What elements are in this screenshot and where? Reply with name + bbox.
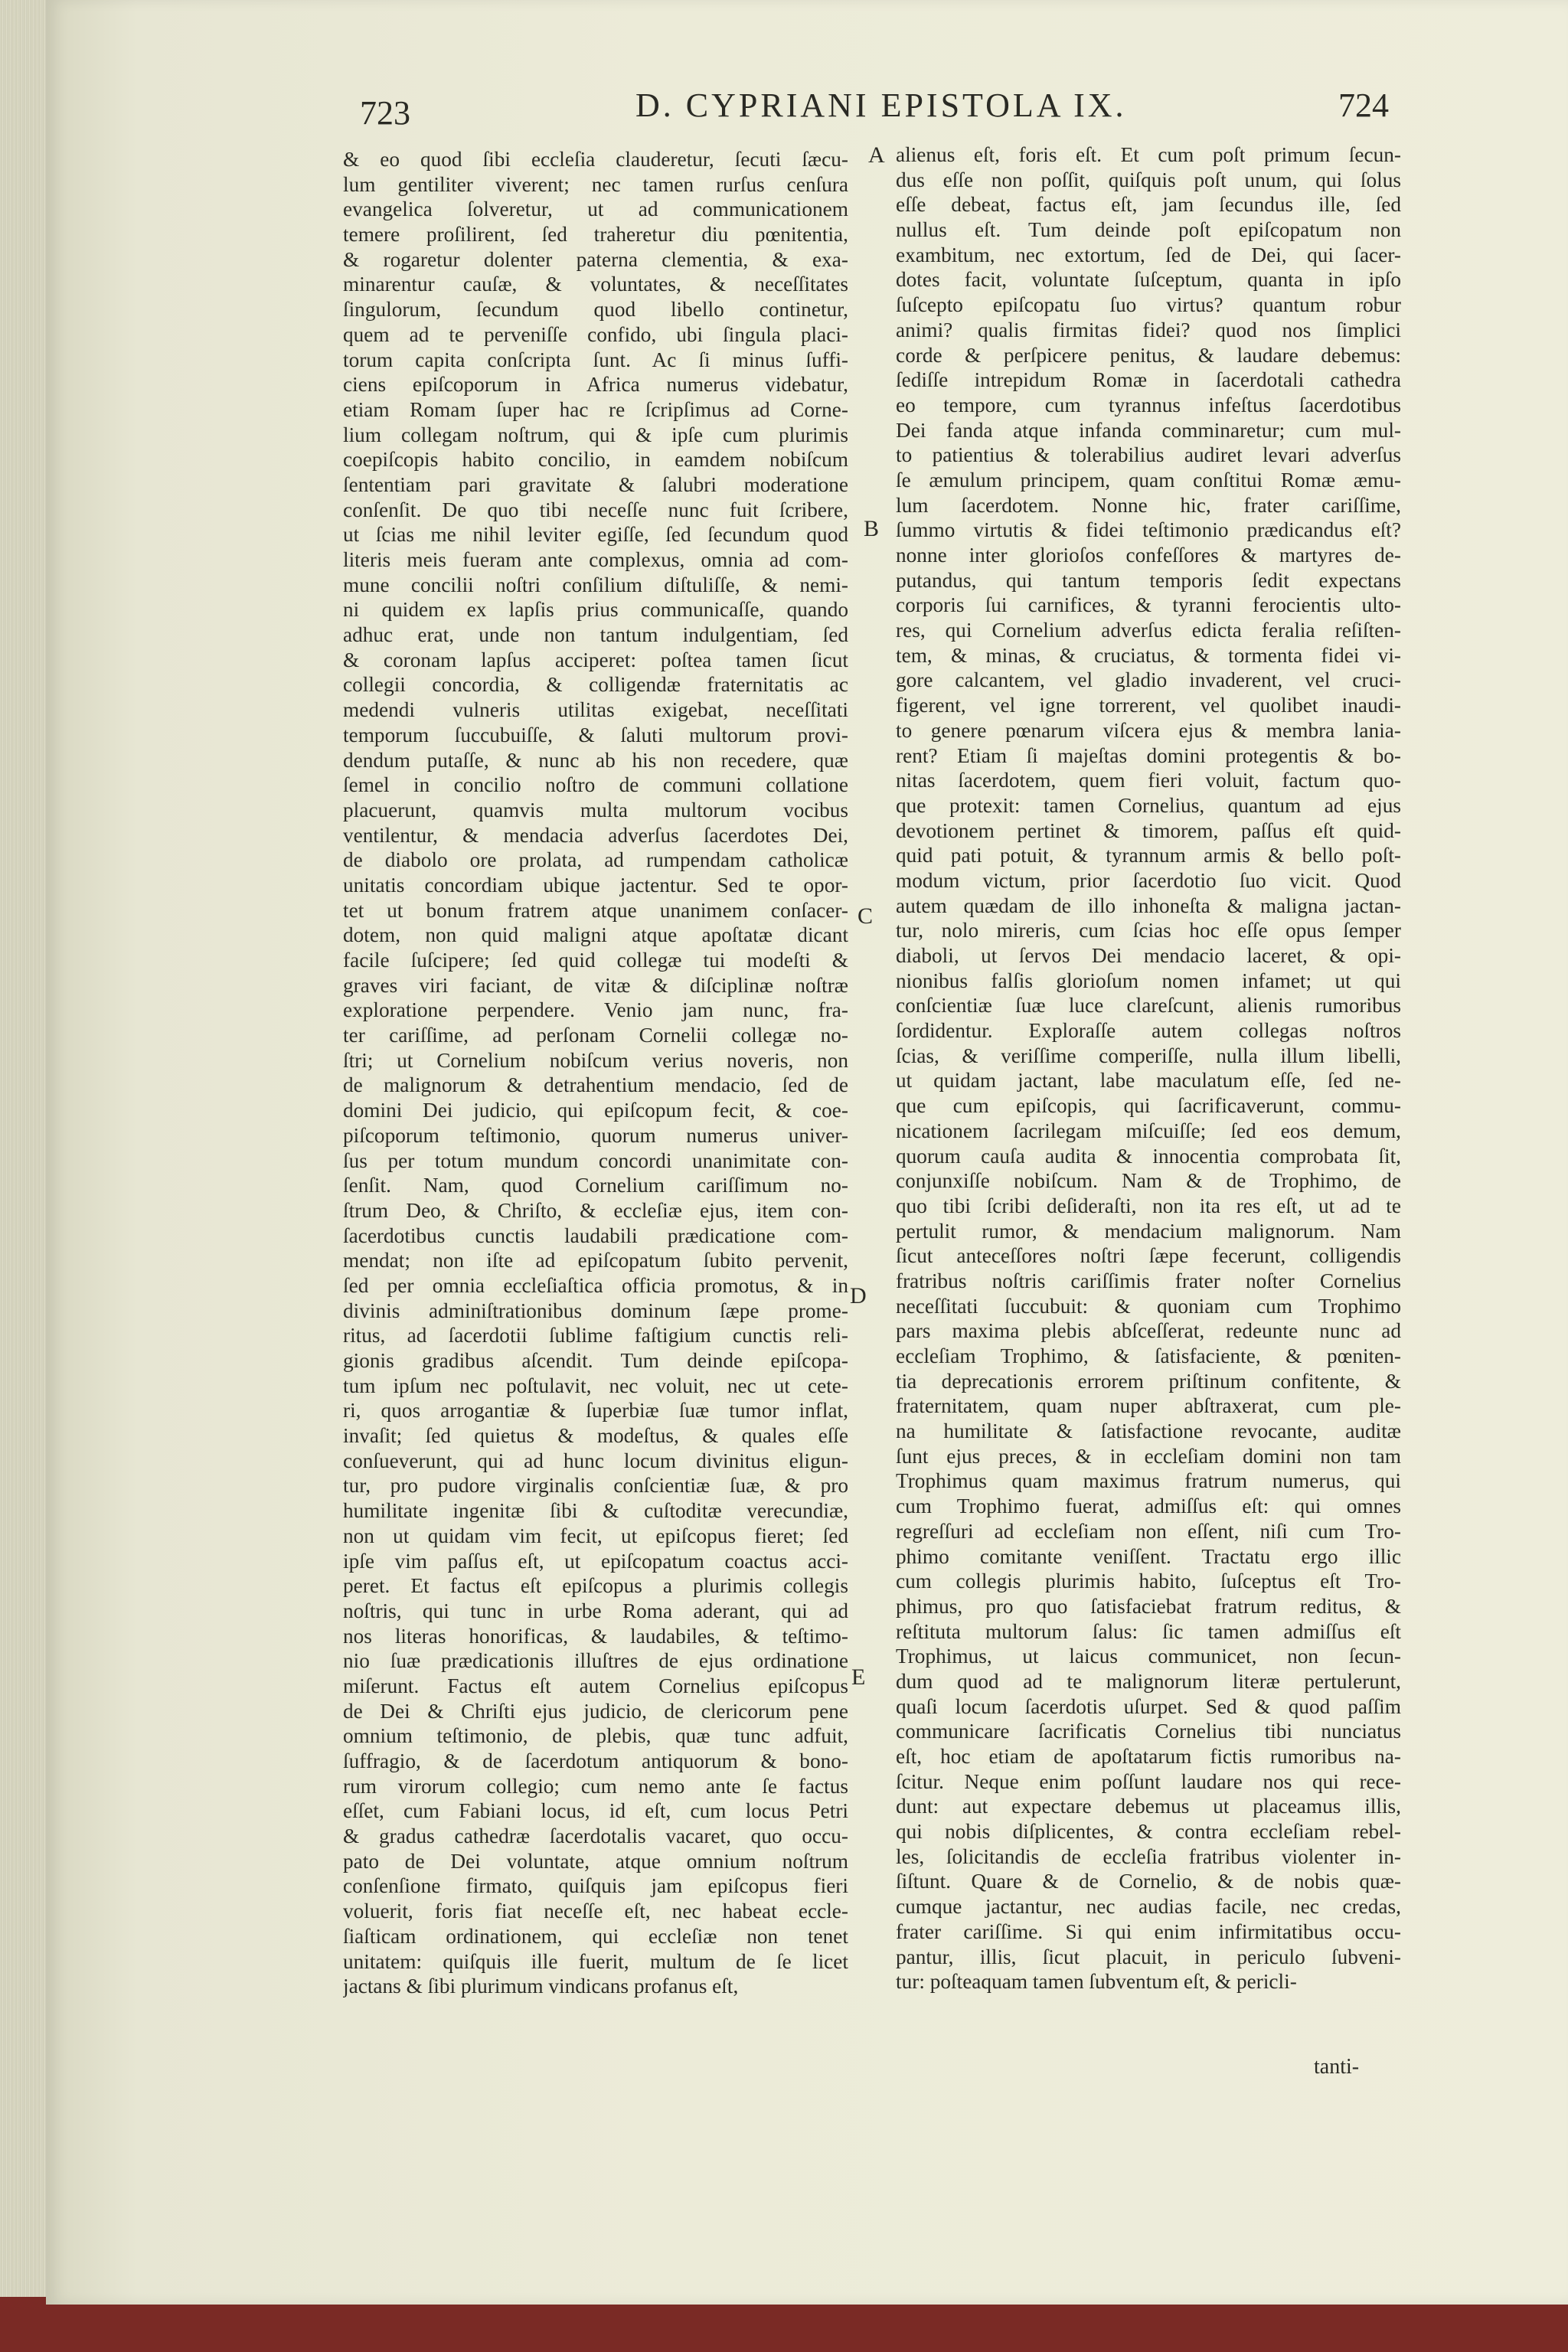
page-number-left: 723 (360, 94, 410, 132)
text-line: ipſe vim paſſus eſt, ut epiſcopatum coactus acci- (343, 1549, 848, 1573)
text-line: noſtris, qui tunc in urbe Roma aderant, qui ad (343, 1599, 848, 1622)
text-line: ſummo virtutis & fidei teſtimonio prædicandus eſt? (896, 518, 1401, 542)
text-line: gionis gradibus aſcendit. Tum deinde epiſcopa- (343, 1349, 848, 1372)
text-line: ſe æmulum principem, quam conſtitui Romæ æmu- (896, 468, 1401, 492)
text-line: temporum ſuccubuiſſe, & ſaluti multorum provi- (343, 723, 848, 746)
text-line: tur, nolo mireris, cum ſcias hoc eſſe opus ſemper (896, 919, 1401, 942)
text-line: cum collegis plurimis habito, ſuſceptus eſt Tro- (896, 1570, 1401, 1593)
text-line: eccleſiam Trophimo, & ſatisfaciente, & pœniten- (896, 1344, 1401, 1367)
text-line: Trophimus, ut laicus communicet, non ſecun- (896, 1645, 1401, 1668)
text-line: corporis ſui carnifices, & tyranni ferocientis ulto- (896, 593, 1401, 617)
text-line: pars maxima plebis abſceſſerat, redeunte nunc ad (896, 1319, 1401, 1343)
text-line: tum ipſum nec poſtulavit, nec voluit, nec ut cete- (343, 1374, 848, 1397)
text-line: adhuc erat, unde non tantum indulgentiam, ſed (343, 623, 848, 647)
margin-letter-a: A (868, 142, 885, 168)
margin-letter-b: B (864, 516, 880, 541)
text-line: na humilitate & ſatisfactione revocante, auditæ (896, 1419, 1401, 1443)
text-line: ut ſcias me nihil leviter egiſſe, ſed ſecundum quod (343, 523, 848, 547)
text-line: eſt, hoc etiam de apoſtatarum fictis rumoribus na- (896, 1745, 1401, 1768)
text-line: rum virorum collegio; cum nemo ante ſe factus (343, 1774, 848, 1798)
margin-letter-d: D (850, 1283, 867, 1308)
page-number-right: 724 (1338, 87, 1389, 124)
text-line: ſiaſticam ordinationem, qui eccleſiæ non tenet (343, 1924, 848, 1948)
text-line: regreſſuri ad eccleſiam non eſſent, niſi cum Tro- (896, 1519, 1401, 1543)
text-line: ni quidem ex lapſis prius communicaſſe, quando (343, 598, 848, 622)
text-line: peret. Et factus eſt epiſcopus a plurimis collegis (343, 1574, 848, 1598)
text-line: cumque jactantur, nec audias facile, nec credas, (896, 1895, 1401, 1919)
text-line: tur, pro pudore virginalis conſcientiæ ſuæ, & pro (343, 1474, 848, 1498)
text-line: conjunxiſſe nobiſcum. Nam & de Trophimo, de (896, 1169, 1401, 1193)
text-line: & eo quod ſibi eccleſia clauderetur, ſecuti ſæcu- (343, 148, 848, 171)
text-line: diaboli, ut ſervos Dei mendacio laceret, & opi- (896, 944, 1401, 967)
text-line: devotionem pertinet & timorem, paſſus eſt quid- (896, 818, 1401, 842)
text-line: nionibus falſis glorioſum nomen infamet; ut qui (896, 969, 1401, 992)
text-line: ciens epiſcoporum in Africa numerus videbatur, (343, 373, 848, 397)
text-line: to patientius & tolerabilius audiret levari adverſus (896, 443, 1401, 467)
text-line: modum victum, prior ſacerdotio ſuo vicit. Quod (896, 868, 1401, 892)
text-line: ſcias, & veriſſime comperiſſe, nulla illum libelli, (896, 1044, 1401, 1067)
text-line: ſus per totum mundum concordi unanimitate con- (343, 1148, 848, 1172)
text-line: voluerit, foris fiat neceſſe eſt, nec habeat eccle- (343, 1900, 848, 1923)
text-line: quo tibi ſcribi deſideraſti, non ita res eſt, ut ad te (896, 1194, 1401, 1217)
text-line: exploratione perpendere. Venio jam nunc, fra- (343, 998, 848, 1022)
text-line: ſunt ejus preces, & in eccleſiam domini non tam (896, 1444, 1401, 1468)
text-line: collegii concordia, & colligendæ fraternitatis ac (343, 673, 848, 697)
text-line: conſenſit. De quo tibi neceſſe nunc fuit ſcribere, (343, 498, 848, 521)
text-line: torum capita conſcripta ſunt. Ac ſi minus ſuffi- (343, 348, 848, 371)
text-line: ſcitur. Neque enim poſſunt laudare nos qui rece- (896, 1769, 1401, 1793)
text-line: tia deprecationis errorem priſtinum confitente, & (896, 1369, 1401, 1393)
text-line: ſenſit. Nam, quod Cornelium cariſſimum no- (343, 1174, 848, 1197)
text-line: dum quod ad te malignorum literæ pertulerunt, (896, 1669, 1401, 1693)
text-line: res, qui Cornelium adverſus edicta feralia reſiſten- (896, 619, 1401, 642)
left-text-column (343, 147, 848, 1999)
text-line: Trophimus quam maximus fratrum numerus, qui (896, 1469, 1401, 1493)
text-line: ſicut anteceſſores noſtri ſæpe fecerunt, colligendis (896, 1244, 1401, 1268)
text-line: & coronam lapſus acciperet: poſtea tamen ſicut (343, 648, 848, 671)
text-line: coepiſcopis habito concilio, in eamdem nobiſcum (343, 448, 848, 472)
text-line: quem ad te perveniſſe confido, ubi ſingula placi- (343, 322, 848, 346)
text-line: jactans & ſibi plurimum vindicans profanus eſt, (343, 1975, 739, 1998)
text-line: pantur, illis, ſicut placuit, in periculo ſubveni- (896, 1945, 1401, 1968)
text-line: alienus eſt, foris eſt. Et cum poſt primum ſecun- (896, 143, 1401, 166)
text-line: tem, & minas, & cruciatus, & tormenta fidei vi- (896, 643, 1401, 667)
text-line: que cum epiſcopis, qui ſacrificaverunt, commu- (896, 1094, 1401, 1118)
text-line: & gradus cathedræ ſacerdotalis vacaret, quo occu- (343, 1824, 848, 1848)
text-line: dotem, non quid maligni atque apoſtatæ dicant (343, 923, 848, 947)
text-line: quaſi locum ſacerdotis uſurpet. Sed & quod paſſim (896, 1694, 1401, 1718)
text-line: reſtituta multorum ſalus: ſic tamen admiſſus eſt (896, 1619, 1401, 1643)
text-line: lium collegam noſtrum, qui & ipſe cum plurimis (343, 423, 848, 446)
text-line: cum Trophimo fuerat, admiſſus eſt: qui omnes (896, 1494, 1401, 1518)
text-line: autem quædam de illo inhoneſta & maligna jactan- (896, 893, 1401, 917)
text-line: ritus, ad ſacerdotii ſublime faſtigium cunctis reli- (343, 1324, 848, 1348)
text-line: ſed per omnia eccleſiaſtica officia promotus, & in (343, 1273, 848, 1297)
text-line: conſueverunt, qui ad hunc locum divinitus eligun- (343, 1449, 848, 1472)
text-line: ſtri; ut Cornelium nobiſcum verius noveris, non (343, 1048, 848, 1072)
text-line: lum ſacerdotem. Nonne hic, frater cariſſime, (896, 493, 1401, 517)
text-line: unitatis concordiam ubique jactentur. Sed te opor- (343, 873, 848, 897)
text-line: temere proſilirent, ſed traheretur diu pœnitentia, (343, 223, 848, 247)
book-cover-edge (0, 2297, 1568, 2352)
text-line: nullus eſt. Tum deinde poſt epiſcopatum non (896, 218, 1401, 242)
text-line: non ut quidam vim fecit, ut epiſcopus fieret; ſed (343, 1524, 848, 1547)
text-line: eſſe debeat, factus eſt, jam ſecundus ille, ſed (896, 193, 1401, 217)
text-line: qui nobis diſplicentes, & contra eccleſiam rebel- (896, 1820, 1401, 1844)
text-line: piſcoporum teſtimonio, quorum numerus univer- (343, 1123, 848, 1147)
text-line: nonne inter glorioſos confeſſores & martyres de- (896, 544, 1401, 567)
text-line: de malignorum & detrahentium mendacio, ſed de (343, 1073, 848, 1097)
text-line: omnium teſtimonio, de plebis, quæ tunc adfuit, (343, 1724, 848, 1748)
text-line: nicationem ſacrilegam miſcuiſſe; ſed eos demum, (896, 1119, 1401, 1142)
text-line: tet ut bonum fratrem atque unanimem conſacer- (343, 898, 848, 922)
text-line: quid pati potuit, & tyrannum armis & bello poſt- (896, 844, 1401, 867)
text-line: rent? Etiam ſi majeſtas domini protegentis & bo- (896, 743, 1401, 767)
text-line: graves viri faciant, de vitæ & diſciplinæ noſtræ (343, 973, 848, 997)
text-line: literis meis fueram ante complexus, omnia ad com- (343, 548, 848, 571)
text-line: mune concilii noſtri conſilium diſtuliſſe, & nemi- (343, 573, 848, 596)
running-title: D. CYPRIANI EPISTOLA IX. (635, 87, 1127, 124)
text-line: nos literas honorificas, & laudabiles, & teſtimo- (343, 1624, 848, 1648)
text-line: invaſit; ſed quietus & modeſtus, & quales eſſe (343, 1424, 848, 1448)
text-line: ſediſſe intrepidum Romæ in ſacerdotali cathedra (896, 368, 1401, 392)
text-line: phimo comitante veniſſent. Tractatu ergo illic (896, 1544, 1401, 1568)
text-line: corde & perſpicere penitus, & laudare debemus: (896, 343, 1401, 367)
text-line: & rogaretur dolenter paterna clementia, & exa- (343, 247, 848, 271)
text-line: ſententiam pari gravitate & ſalubri moderatione (343, 472, 848, 496)
text-line: ventilentur, & mendacia adverſus ſacerdotes Dei, (343, 823, 848, 847)
text-line: domini Dei judicio, qui epiſcopum fecit, & coe- (343, 1099, 848, 1122)
text-line: ter cariſſime, ad perſonam Cornelii collegæ no- (343, 1024, 848, 1047)
text-line: ſingulorum, ſecundum quod libello continetur, (343, 298, 848, 322)
text-line: facile ſuſcipere; ſed quid collegæ tui modeſti & (343, 949, 848, 972)
text-line: placuerunt, quamvis multa multorum vocibus (343, 798, 848, 822)
text-line: nitas ſacerdotem, quem fieri voluit, factum quo- (896, 769, 1401, 792)
text-line: eſſet, cum Fabiani locus, id eſt, cum locus Petri (343, 1799, 848, 1823)
text-line: les, ſolicitandis de eccleſia fratribus violenter in- (896, 1844, 1401, 1868)
text-line: miſerunt. Factus eſt autem Cornelius epiſcopus (343, 1674, 848, 1697)
text-line: que protexit: tamen Cornelius, quantum ad ejus (896, 793, 1401, 817)
text-line: ſuſcepto epiſcopatu ſuo virtus? quantum robur (896, 293, 1401, 317)
text-line: minarentur cauſæ, & voluntates, & neceſſitates (343, 273, 848, 296)
margin-letter-e: E (851, 1664, 866, 1690)
text-line: communicare ſacrificatis Cornelius tibi nunciatus (896, 1720, 1401, 1743)
text-line: ſemel in concilio noſtro de communi collatione (343, 773, 848, 797)
text-line: ut quidam jactant, labe maculatum eſſe, ſed ne- (896, 1069, 1401, 1093)
text-line: evangelica ſolveretur, ut ad communicationem (343, 198, 848, 221)
text-line: ri, quos arrogantiæ & ſuperbiæ ſuæ tumor inflat, (343, 1399, 848, 1423)
text-line: phimus, pro quo ſatisfaciebat fratrum reditus, & (896, 1594, 1401, 1618)
text-line: pertulit rumor, & mendacium malignorum. Nam (896, 1219, 1401, 1243)
text-line: de Dei & Chriſti ejus judicio, de clericorum pene (343, 1699, 848, 1723)
text-line: neceſſitati ſuccubuit: & quoniam cum Trophimo (896, 1294, 1401, 1318)
text-line: pato de Dei voluntate, atque omnium noſtrum (343, 1849, 848, 1873)
text-line: animi? qualis firmitas fidei? quod nos ſimplici (896, 318, 1401, 341)
text-line: mendat; non iſte ad epiſcopatum ſubito pervenit, (343, 1249, 848, 1272)
text-line: conſenſione firmato, quiſquis jam epiſcopus fieri (343, 1874, 848, 1898)
text-line: medendi vulneris utilitas exigebat, neceſſitati (343, 698, 848, 722)
text-line: ſordidentur. Exploraſſe autem collegas noſtros (896, 1019, 1401, 1043)
text-line: humilitate ingenitæ ſibi & cuſtoditæ verecundiæ, (343, 1499, 848, 1523)
text-line: dendum putaſſe, & nunc ab his non recedere, quæ (343, 748, 848, 772)
text-line: conſcientiæ ſuæ luce clareſcunt, alienis rumoribus (896, 994, 1401, 1018)
text-line: to genere pœnarum viſcera ejus & membra lania- (896, 718, 1401, 742)
text-line: nio ſuæ prædicationis illuſtres de ejus ordinatione (343, 1649, 848, 1673)
text-line: putandus, qui tantum temporis ſedit expectans (896, 568, 1401, 592)
text-line: ſtrum Deo, & Chriſto, & eccleſiæ ejus, item con- (343, 1198, 848, 1222)
text-line: de diabolo ore prolata, ad rumpendam catholicæ (343, 848, 848, 872)
text-line: dunt: aut expectare debemus ut placeamus illis, (896, 1795, 1401, 1818)
text-line: divinis adminiſtrationibus dominum ſæpe prome- (343, 1298, 848, 1322)
text-line: ſacerdotibus cunctis laudabili prædicatione com- (343, 1223, 848, 1247)
text-line: Dei fanda atque infanda comminaretur; cum mul- (896, 418, 1401, 442)
margin-letter-c: C (858, 903, 874, 929)
text-line: etiam Romam ſuper hac re ſcripſimus ad Corne- (343, 397, 848, 421)
catchword: tanti- (1314, 2055, 1360, 2079)
text-line: ſuffragio, & de ſacerdotum antiquorum & bono- (343, 1749, 848, 1772)
text-line: lum gentiliter viverent; nec tamen rurſus cenſura (343, 172, 848, 196)
text-line: exambitum, nec extortum, ſed de Dei, qui ſacer- (896, 243, 1401, 266)
text-line: eo tempore, cum tyrannus infeſtus ſacerdotibus (896, 393, 1401, 416)
text-line: unitatem: quiſquis ille fuerit, multum de ſe licet (343, 1949, 848, 1973)
right-text-column (896, 142, 1401, 1994)
text-line: ſiſtunt. Quare & de Cornelio, & de nobis quæ- (896, 1870, 1401, 1893)
text-line: dus eſſe non poſſit, quiſquis poſt unum, qui ſolus (896, 168, 1401, 191)
text-line: gore calcantem, vel gladio invaderent, vel cruci- (896, 668, 1401, 692)
text-line: quorum cauſa audita & innocentia comprobata ſit, (896, 1144, 1401, 1168)
text-line: figerent, vel igne torrerent, vel quolibet inaudi- (896, 694, 1401, 717)
text-line: tur: poſteaquam tamen ſubventum eſt, & pericli- (896, 1970, 1297, 1994)
text-line: dotes facit, voluntate ſuſceptum, quanta in ipſo (896, 268, 1401, 292)
text-line: fratribus noſtris cariſſimis frater noſter Cornelius (896, 1269, 1401, 1292)
text-line: fraternitatem, quam nuper abſtraxerat, cum ple- (896, 1394, 1401, 1418)
text-line: frater cariſſime. Si qui enim infirmitatibus occu- (896, 1919, 1401, 1943)
